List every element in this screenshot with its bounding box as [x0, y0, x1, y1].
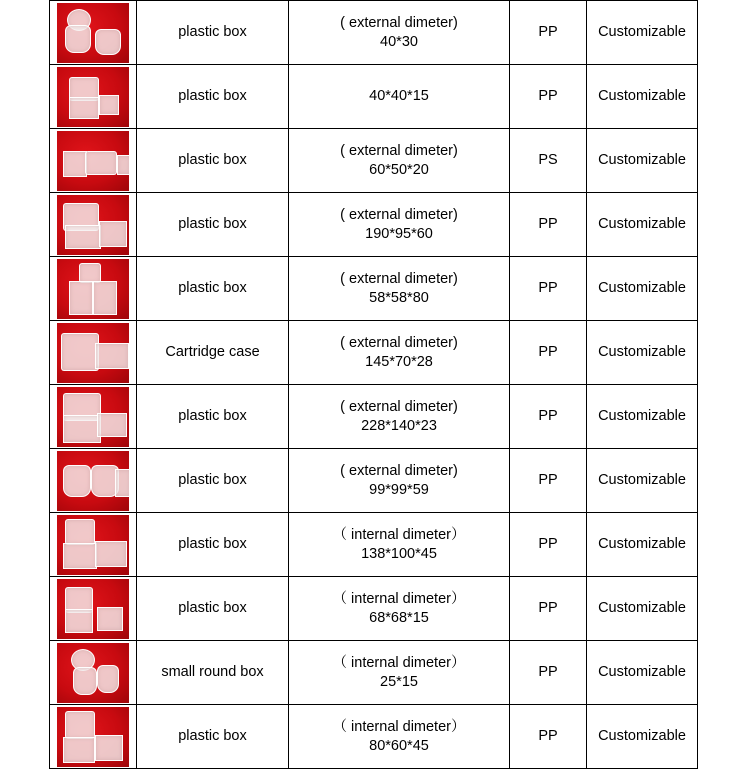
- product-customization: Customizable: [587, 385, 698, 449]
- product-customization: Customizable: [587, 193, 698, 257]
- product-photo-cell: [50, 705, 137, 769]
- table-row: [50, 641, 698, 705]
- product-dimensions: [289, 257, 510, 321]
- dimension-note: （ internal dimeter）: [332, 718, 466, 735]
- product-name: Cartridge case: [137, 321, 289, 385]
- product-photo-cell: [50, 129, 137, 193]
- small-round-box-icon: [57, 643, 129, 703]
- table-row: [50, 129, 698, 193]
- dimension-value: 68*68*15: [369, 609, 429, 626]
- product-photo-cell: [50, 193, 137, 257]
- product-photo-cell: [50, 577, 137, 641]
- plastic-box-shape: [99, 95, 119, 115]
- dimension-value: 58*58*80: [369, 289, 429, 306]
- large-rectangular-box-icon: [57, 195, 129, 255]
- two-round-plastic-cups-icon: [57, 3, 129, 63]
- dimension-value: 138*100*45: [361, 545, 437, 562]
- dimension-value: 80*60*45: [369, 737, 429, 754]
- product-name: plastic box: [137, 65, 289, 129]
- product-material: PP: [510, 577, 587, 641]
- product-name: small round box: [137, 641, 289, 705]
- plastic-box-shape: [97, 413, 127, 437]
- product-customization: Customizable: [587, 1, 698, 65]
- product-dimensions: [289, 449, 510, 513]
- table-row: [50, 513, 698, 577]
- plastic-box-shape: [63, 151, 87, 177]
- product-material: PS: [510, 129, 587, 193]
- plastic-box-shape: [95, 29, 121, 55]
- dimension-note: ( external dimeter): [340, 270, 458, 287]
- plastic-box-shape: [65, 519, 95, 545]
- table-body: [50, 1, 698, 769]
- rectangular-hinged-box-icon: [57, 515, 129, 575]
- dimension-note: ( external dimeter): [340, 398, 458, 415]
- dimension-value: 40*40*15: [369, 88, 429, 104]
- product-name: plastic box: [137, 193, 289, 257]
- dimension-value: 99*99*59: [369, 481, 429, 498]
- product-photo-cell: [50, 641, 137, 705]
- product-dimensions: [289, 193, 510, 257]
- plastic-box-shape: [79, 263, 101, 283]
- product-customization: Customizable: [587, 65, 698, 129]
- dimension-note: ( external dimeter): [340, 462, 458, 479]
- table-row: [50, 449, 698, 513]
- product-dimensions: [289, 513, 510, 577]
- product-customization: Customizable: [587, 257, 698, 321]
- product-name: plastic box: [137, 385, 289, 449]
- product-customization: Customizable: [587, 129, 698, 193]
- plastic-box-shape: [99, 221, 127, 247]
- small-square-box-with-lid-icon: [57, 67, 129, 127]
- product-photo-cell: [50, 257, 137, 321]
- dimension-note: ( external dimeter): [340, 14, 458, 31]
- dimension-note: ( external dimeter): [340, 206, 458, 223]
- plastic-box-shape: [63, 737, 95, 763]
- product-photo-cell: [50, 65, 137, 129]
- dimension-value: 190*95*60: [365, 225, 433, 242]
- plastic-box-shape: [73, 667, 97, 695]
- plastic-box-shape: [63, 465, 91, 497]
- plastic-box-shape: [69, 281, 93, 315]
- plastic-box-shape: [85, 151, 117, 175]
- dimension-value: 40*30: [380, 33, 418, 50]
- cartridge-case-icon: [57, 323, 129, 383]
- two-square-tubs-icon: [57, 451, 129, 511]
- plastic-box-shape: [95, 343, 129, 369]
- dimension-note: ( external dimeter): [340, 334, 458, 351]
- plastic-box-shape: [115, 469, 129, 497]
- dimension-value: 145*70*28: [365, 353, 433, 370]
- table-row: [50, 193, 698, 257]
- product-dimensions: [289, 65, 510, 129]
- product-name: plastic box: [137, 705, 289, 769]
- table-row: [50, 257, 698, 321]
- dimension-note: ( external dimeter): [340, 142, 458, 159]
- table-row: [50, 577, 698, 641]
- plastic-box-shape: [69, 97, 99, 119]
- product-dimensions: [289, 321, 510, 385]
- product-material: PP: [510, 641, 587, 705]
- plastic-box-shape: [117, 155, 129, 175]
- plastic-box-shape: [65, 25, 91, 53]
- product-name: plastic box: [137, 449, 289, 513]
- product-material: PP: [510, 321, 587, 385]
- plastic-box-shape: [61, 333, 99, 371]
- dimension-value: 60*50*20: [369, 161, 429, 178]
- product-dimensions: [289, 385, 510, 449]
- dimension-value: 25*15: [380, 673, 418, 690]
- plastic-box-shape: [65, 609, 93, 633]
- product-material: PP: [510, 449, 587, 513]
- product-customization: Customizable: [587, 705, 698, 769]
- dimension-note: （ internal dimeter）: [332, 654, 466, 671]
- product-material: PP: [510, 513, 587, 577]
- product-dimensions: [289, 641, 510, 705]
- product-customization: Customizable: [587, 513, 698, 577]
- plastic-box-shape: [95, 735, 123, 761]
- product-material: PP: [510, 385, 587, 449]
- product-material: PP: [510, 65, 587, 129]
- product-photo-cell: [50, 513, 137, 577]
- product-material: PP: [510, 257, 587, 321]
- product-photo-cell: [50, 1, 137, 65]
- dimension-note: （ internal dimeter）: [332, 590, 466, 607]
- product-name: plastic box: [137, 1, 289, 65]
- square-hinged-box-icon: [57, 579, 129, 639]
- product-customization: Customizable: [587, 641, 698, 705]
- plastic-box-shape: [97, 665, 119, 693]
- product-customization: Customizable: [587, 449, 698, 513]
- plastic-box-shape: [65, 711, 95, 739]
- plastic-box-shape: [63, 543, 97, 569]
- tall-square-box-icon: [57, 259, 129, 319]
- plastic-box-shape: [65, 225, 101, 249]
- plastic-box-shape: [63, 415, 101, 443]
- product-customization: Customizable: [587, 321, 698, 385]
- table-row: [50, 1, 698, 65]
- product-customization: Customizable: [587, 577, 698, 641]
- table-row: [50, 385, 698, 449]
- product-dimensions: [289, 705, 510, 769]
- product-material: PP: [510, 1, 587, 65]
- product-dimensions: [289, 1, 510, 65]
- plastic-box-shape: [97, 607, 123, 631]
- product-name: plastic box: [137, 129, 289, 193]
- dimension-value: 228*140*23: [361, 417, 437, 434]
- product-photo-cell: [50, 321, 137, 385]
- product-material: PP: [510, 705, 587, 769]
- product-name: plastic box: [137, 257, 289, 321]
- table-row: [50, 65, 698, 129]
- product-dimensions: [289, 129, 510, 193]
- product-name: plastic box: [137, 513, 289, 577]
- product-photo-cell: [50, 385, 137, 449]
- product-photo-cell: [50, 449, 137, 513]
- dimension-note: （ internal dimeter）: [332, 526, 466, 543]
- table-row: [50, 705, 698, 769]
- product-material: PP: [510, 193, 587, 257]
- product-dimensions: [289, 577, 510, 641]
- product-name: plastic box: [137, 577, 289, 641]
- product-spec-table: [49, 0, 698, 769]
- plastic-box-shape: [93, 281, 117, 315]
- table-row: [50, 321, 698, 385]
- flat-rectangular-box-icon: [57, 387, 129, 447]
- rectangular-box-open-lid-icon: [57, 131, 129, 191]
- plastic-box-shape: [95, 541, 127, 567]
- hinged-box-with-lid-icon: [57, 707, 129, 767]
